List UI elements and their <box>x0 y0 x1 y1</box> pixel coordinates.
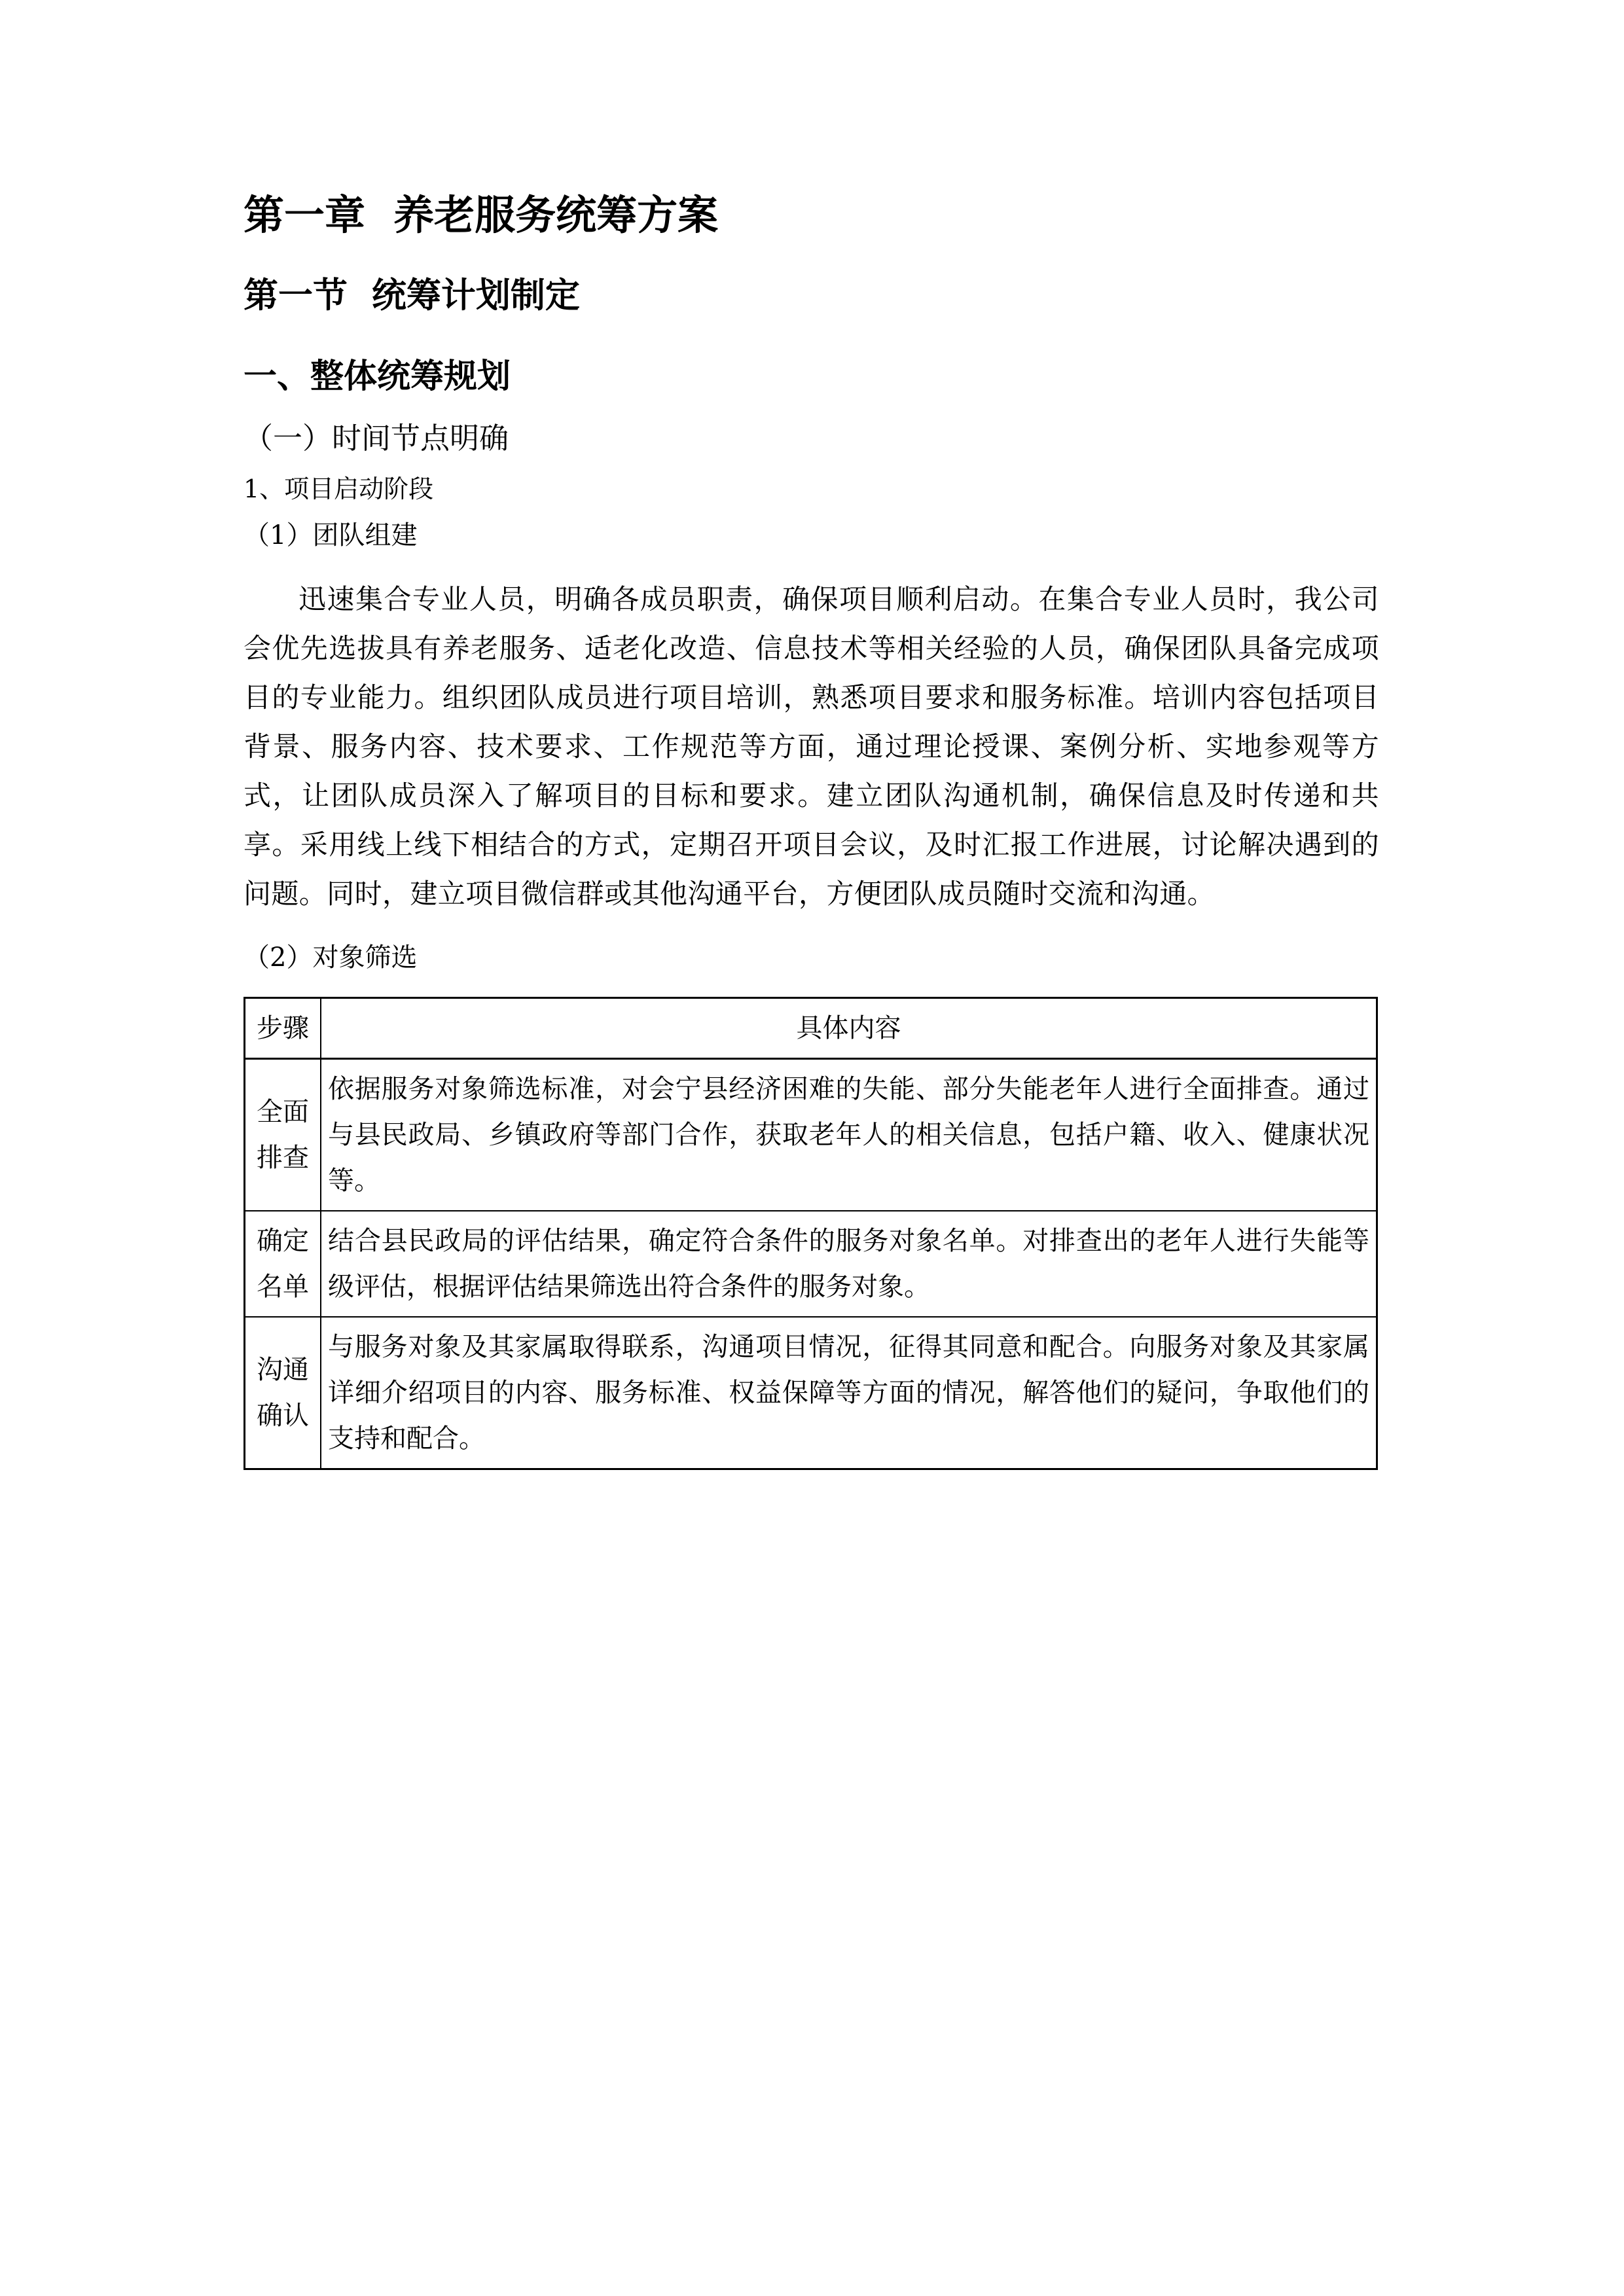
table-header-step: 步骤 <box>245 998 321 1059</box>
level3-heading: 1、项目启动阶段 <box>244 475 434 503</box>
level4-heading-object-screening: （2）对象筛选 <box>244 942 418 973</box>
body-paragraph-team-formation: 迅速集合专业人员，明确各成员职责，确保项目顺利启动。在集合专业人员时，我公司会优先选拔具有养老服务、适老化改造、信息技术等相关经验的人员，确保团队具备完成项目的专业能力。组织团队成员进行项目培训，熟悉项目要求和服务标准。培训内容包括项目背景、服务内容、技术要求、工作规范等方面，通过理论授课、案例分析、实地参观等方式，让团队成员深入了解项目的目标和要求。建立团队沟通机制，确保信息及时传递和共享。采用线上线下相结合的方式，定期召开项目会议，及时汇报工作进展，讨论解决遇到的问题。同时，建立项目微信群或其他沟通平台，方便团队成员随时交流和沟通。 <box>244 583 1379 910</box>
table-cell-step: 确定名单 <box>245 1211 321 1317</box>
table-row <box>245 1317 1377 1469</box>
table-header-content: 具体内容 <box>321 998 1377 1059</box>
object-screening-table <box>244 997 1378 1470</box>
level1-heading: 一、整体统筹规划 <box>244 357 511 396</box>
table-cell-content: 依据服务对象筛选标准，对会宁县经济困难的失能、部分失能老年人进行全面排查。通过与县民政局、乡镇政府等部门合作，获取老年人的相关信息，包括户籍、收入、健康状况等。 <box>321 1059 1377 1211</box>
chapter-heading: 第一章 养老服务统筹方案 <box>244 191 719 239</box>
table-cell-content: 与服务对象及其家属取得联系，沟通项目情况，征得其同意和配合。向服务对象及其家属详细介绍项目的内容、服务标准、权益保障等方面的情况，解答他们的疑问，争取他们的支持和配合。 <box>321 1317 1377 1469</box>
table-container <box>244 971 1379 1470</box>
table-cell-step: 沟通确认 <box>245 1317 321 1469</box>
section-heading: 第一节 统筹计划制定 <box>244 275 580 315</box>
level2-heading: （一）时间节点明确 <box>244 421 509 456</box>
page-content <box>244 0 1379 1470</box>
table-header-row <box>245 998 1377 1059</box>
table-row <box>245 1059 1377 1211</box>
table-cell-step: 全面排查 <box>245 1059 321 1211</box>
table-cell-content: 结合县民政局的评估结果，确定符合条件的服务对象名单。对排查出的老年人进行失能等级评估，根据评估结果筛选出符合条件的服务对象。 <box>321 1211 1377 1317</box>
table-row <box>245 1211 1377 1317</box>
table-head <box>245 998 1377 1059</box>
level4-heading-team-formation: （1）团队组建 <box>244 520 418 550</box>
table-body <box>245 1059 1377 1469</box>
